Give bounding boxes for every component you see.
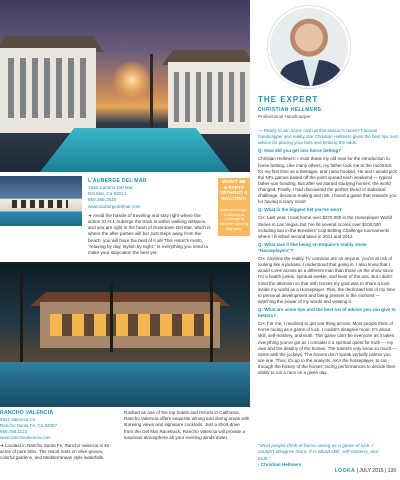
answer: CH: Anytime the reality TV cameras are on anyone, you're at risk of looking like a jackass. I understood that going in. I also knew that I would come across as a different man than those on the show since I'm a health junkie, spiritual seeker, and lover of the arts. But I didn't mind the attention so that with horses my goal was to share a look inside my world as a Horseplayer. Plus, the dedicated lots of my time to personal development and being present in the moment — watching the power of my words and viewing it. [258, 256, 396, 304]
hotel-city: Rancho Santa Fe, Ca 92067 [0, 423, 58, 429]
building-left [0, 48, 96, 133]
pool [0, 362, 250, 407]
interview [258, 128, 398, 378]
hotel-listing-rancho-valencia [0, 410, 118, 461]
hotel-description [88, 213, 214, 256]
hotel-website[interactable]: www.laubergedelmar.com [88, 203, 141, 209]
pull-quote: "Most people think of horse racing as a game of luck. I couldn't disagree more. It is about skill, self-mastery, and truth." [258, 444, 379, 462]
hotel-website[interactable]: www.ranchovalencia.com [0, 435, 51, 441]
building-lit [40, 302, 220, 348]
windows [12, 200, 68, 208]
answer: Christian Hellmers: I must thank my old man for the introduction to horse betting. Like many others, my father took me to the racetrack for my first time as a teenager, and I was hooked. He and I would pick the NFL games based off the point spread each weekend — typical father-son bonding. But after we started studying horses, the world changed. Finally, I had discovered the perfect blend of statistical challenge, decision-making and risk. I found a game that rewards you for having a crazy mind! [258, 156, 397, 205]
sunset-glow [112, 60, 152, 100]
bullet-icon: ➜ [0, 443, 6, 449]
hotel-name: L'AUBERGE DEL MAR [88, 178, 147, 184]
page-footer [296, 468, 396, 474]
question: Q: What are some tips and the best set of advice you can give to bettors? [258, 306, 396, 319]
hotel-phone: 858.756.1123 [0, 429, 28, 435]
resort-photo-bottom [0, 262, 250, 407]
question: Q: What was it like being on Esquire's reality show "Horseplayers"? [258, 241, 367, 253]
palm-tree [210, 272, 213, 362]
hotel-listing-lauberge [88, 178, 214, 256]
issue-date: JULY 2015 [359, 468, 384, 474]
page-number: 139 [387, 468, 396, 474]
section-title: THE EXPERT [258, 95, 319, 104]
answer: CH: Last year, I took home over $370,000 in the Horseplayer World Series in Las Vegas, but I've hit several scores over $100,000 including two in the Breeders' Cup Betting Challenge tournaments where I finished second twice in 2011 and 2012. [258, 215, 392, 239]
expert-role: Professional Handicapper [258, 114, 311, 119]
question: Q: How did you get into horse betting? [258, 148, 341, 154]
hotel-phone: 858.259.1515 [88, 197, 117, 203]
expert-portrait [268, 6, 350, 88]
hotel-city: Del Mar, Ca 92014 [88, 191, 127, 197]
divider: | [356, 468, 360, 474]
resort-photo-small [0, 176, 82, 226]
question: Q: What is the biggest bet you've won? [258, 207, 342, 213]
answer: CH: For me, I resolved to get one thing across. Most people think of horse racing as a game of luck. I couldn't disagree more. It's about skill, self-mastery, and truth. This game can't be everyone as it takes everything you've got as I consider it a spiritual quest for truth — my own and the destiny of the horses. The trainers only know so much — same with the jockeys. The horses don't speak verbally unless you are one. Thus, it's up to the analysts, AKA the horseplayer, to cut through the history of the horses' racing performances to decide their ability to run a race on a given day. [258, 321, 397, 376]
tip-heading: WON'T BE A PARTY WITHOUT A BALCONY! [220, 180, 248, 202]
interview-intro: — Ready to win some cash at this season's races? Famous handicapper and reality star Christian Hellmers gives the best tips and advice for placing your bets and beating the odds. [258, 128, 398, 146]
hotel-name: RANCHO VALENCIA [0, 410, 54, 416]
hotel-ranked-text: Ranked as one of the top hotels and resorts in California, Rancho Valencia offers exquisite wining and dining areas with stunning views and signature cocktails. Just a short drive from the Del Mar Racetrack, Rancho Valencia will provide a luxurious atmosphere as your evening winds down. [124, 410, 250, 440]
pool [40, 128, 230, 172]
palm-tree [20, 272, 23, 362]
magazine-logo: LOOKA [334, 468, 356, 474]
resort-photo-top [0, 0, 250, 172]
pull-quote-attribution: - Christian Hellmers [258, 462, 302, 467]
tip-text: Make sure to get a balcony at L'Auberge to view the Opening Day party. [220, 208, 248, 231]
building-right [168, 62, 250, 134]
hotel-address: 5921 Valencia Cir [0, 417, 36, 423]
expert-name: CHRISTIAN HELLMERS [258, 107, 322, 113]
bullet-icon: ➜ [88, 212, 93, 218]
palm-tree [150, 54, 153, 128]
divider: | [384, 468, 388, 474]
balcony-tip-box [218, 178, 250, 236]
hotel-description-text: Located in Rancho Santa Fe, Rancho Valencia is 45 acres of pure bliss. The resort rests on olive groves, colorful gardens, and Mediterranean style waterfalls. [0, 443, 110, 461]
hotel-description-text: Avoid the hassle of traveling and stay right where the action is! At L'Auberge the track is within walking distance, and you are right in the heart of Downtown Del Mar, which is where the after parties will be! Just steps away from the beach, you will have the best of it all! This resort's motto, "relaxing by day, stylish by night," is everything you need to make your staycation the best yet. [88, 212, 211, 255]
hotel-description [0, 443, 118, 461]
palm-tree [110, 282, 113, 352]
hotel-address: 1540 Camino Del Mar [88, 185, 133, 191]
